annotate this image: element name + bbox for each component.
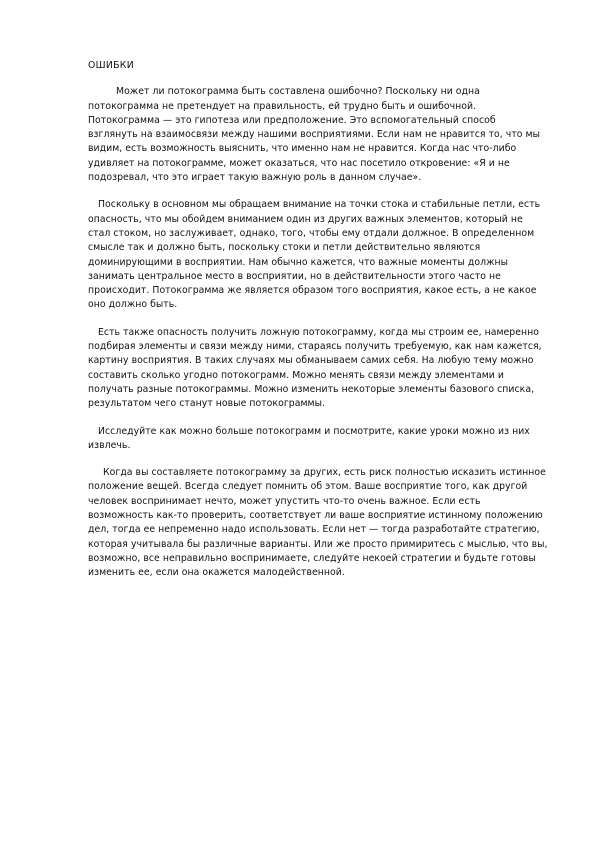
paragraph-2: Поскольку в основном мы обращаем внимание на точки стока и стабильные петли, есть опасность, что мы обойдем вниманием один из других важных элементов, который не стал стоком, но заслуживает, однако, того, чтобы ему отдали должное. В определенном смысле так и должно быть, поскольку стоки и петли действительно являются доминирующими в восприятии. Нам обычно кажется, что важные моменты должны занимать центральное место в восприятии, но в действительности этого часто не происходит. Потокограмма же является образом того восприятия, какое есть, а не какое оно должно быть.: [88, 199, 541, 311]
paragraph-5: Когда вы составляете потокограмму за других, есть риск полностью исказить истинное положение вещей. Всегда следует помнить об этом. Ваше восприятие того, как другой человек воспринимает нечто, может упустить что-то очень важное. Если есть возможность как-то проверить, соответствует ли ваше восприятие истинному положению дел, тогда ее непременно надо использовать. Если нет — тогда разработайте стратегию, которая учитывала бы различные варианты. Или же просто примиритесь с мыслью, что вы, возможно, все неправильно воспринимаете, следуйте некоей стратегии и будьте готовы изменить ее, если она окажется малодейственной.: [88, 467, 548, 579]
paragraph-3: Есть также опасность получить ложную потокограмму, когда мы строим ее, намеренно подбирая элементы и связи между ними, стараясь получить требуемую, как нам кажется, картину восприятия. В таких случаях мы обманываем самих себя. На любую тему можно составить сколько угодно потокограмм. Можно менять связи между элементами и получать разные потокограммы. Можно изменить некоторые элементы базового списка, результатом чего станут новые потокограммы.: [88, 326, 542, 410]
paragraph-1: Может ли потокограмма быть составлена ошибочно? Поскольку ни одна потокограмма не претендует на правильность, ей трудно быть и ошибочной. Потокограмма — это гипотеза или предположение. Это вспомогательный способ взглянуть на взаимосвязи между нашими восприятиями. Если нам не нравится то, что мы видим, есть возможность выяснить, что именно нам не нравится. Когда нас что-либо удивляет на потокограмме, может оказаться, что нас посетило откровение: «Я и не подозревал, что это играет такую важную роль в данном случае».: [88, 86, 540, 184]
document-title: ОШИБКИ: [88, 60, 134, 71]
document-body: [88, 59, 548, 594]
paragraph-4: Исследуйте как можно больше потокограмм и посмотрите, какие уроки можно из них извлечь.: [88, 425, 530, 451]
